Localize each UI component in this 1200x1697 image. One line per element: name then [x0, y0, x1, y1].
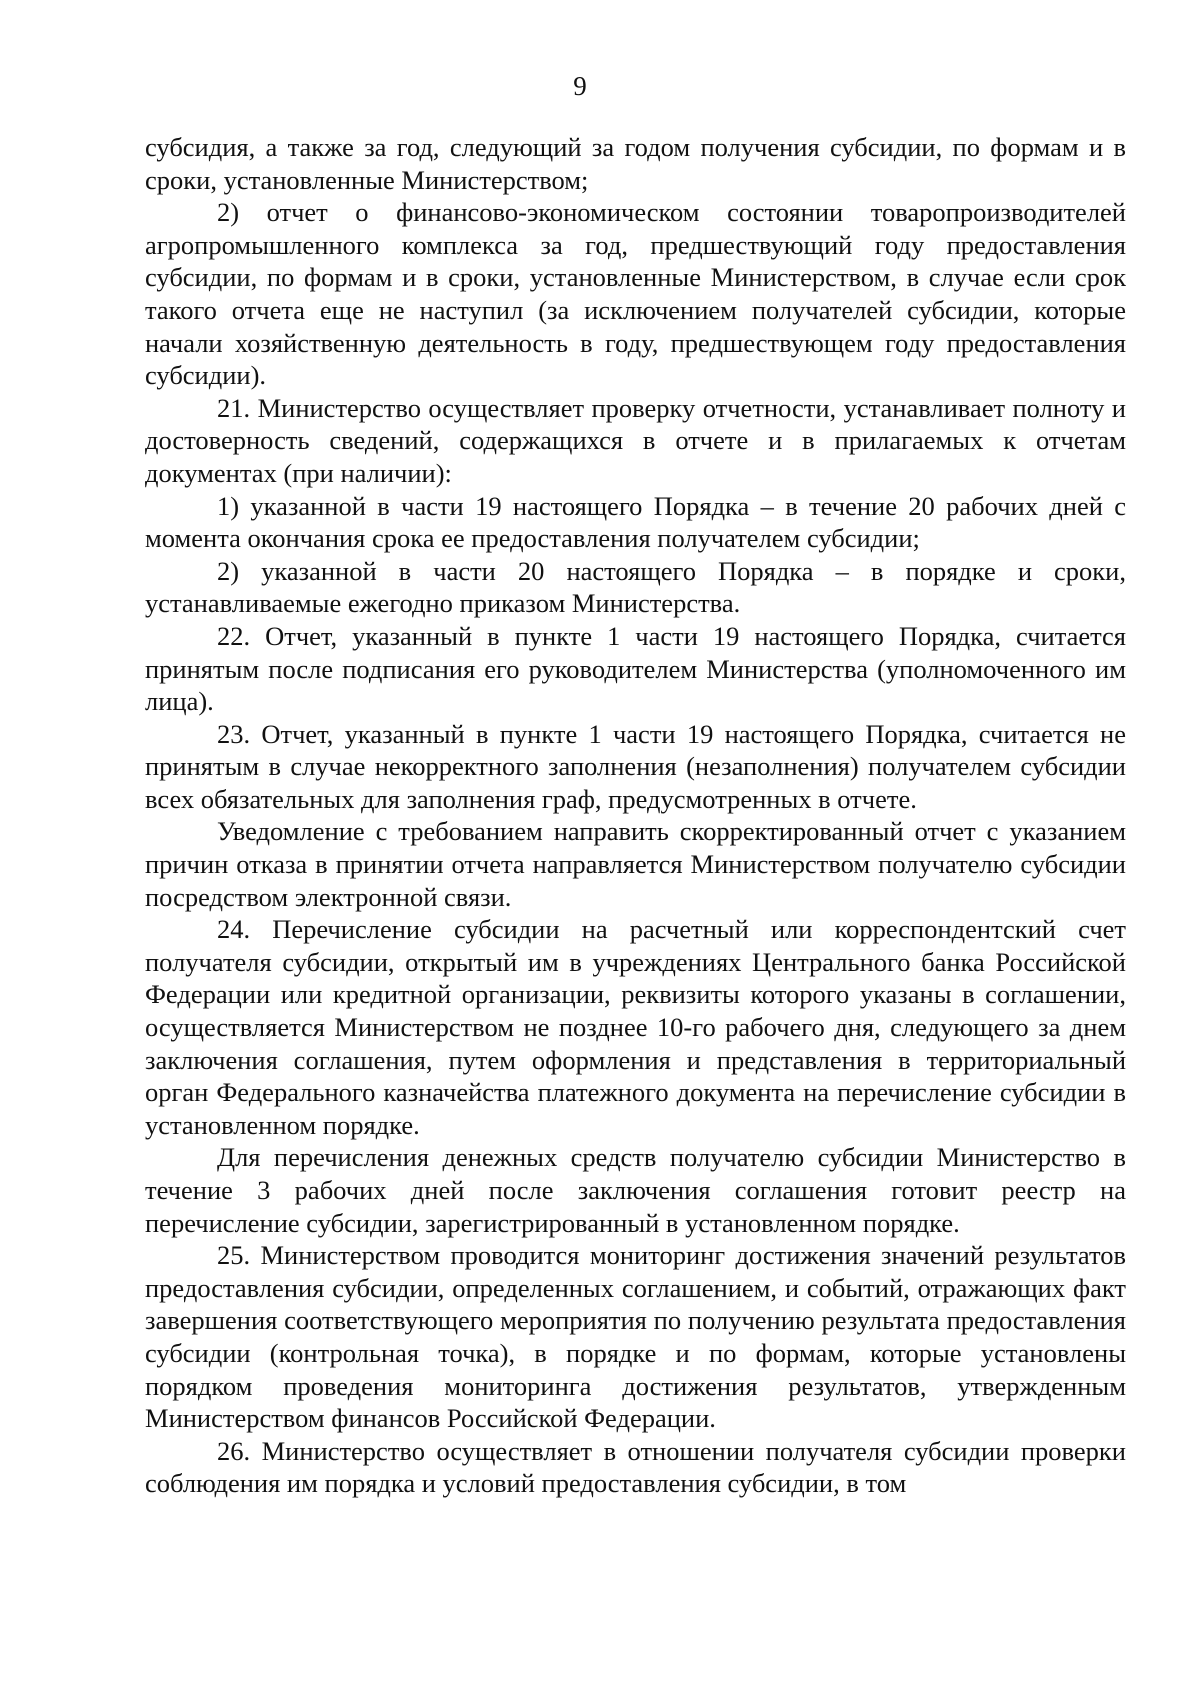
paragraph-clause-21-item-2: 2) указанной в части 20 настоящего Порядка – в порядке и сроки, устанавливаемые ежегодно приказом Министерства.: [145, 555, 1126, 619]
page-number: 9: [573, 71, 587, 101]
paragraph-clause-21-item-1: 1) указанной в части 19 настоящего Порядка – в течение 20 рабочих дней с момента окончания срока ее предоставления получателем субсидии;: [145, 490, 1126, 554]
paragraph-transfer-registry: Для перечисления денежных средств получателю субсидии Министерство в течение 3 рабочих дней после заключения соглашения готовит реестр на перечисление субсидии, зарегистрированный в установленном порядке.: [145, 1142, 1126, 1238]
paragraph-clause-26: 26. Министерство осуществляет в отношении получателя субсидии проверки соблюдения им порядка и условий предоставления субсидии, в том: [145, 1435, 1126, 1499]
paragraph-clause-21: 21. Министерство осуществляет проверку отчетности, устанавливает полноту и достоверность сведений, содержащихся в отчете и в прилагаемых к отчетам документах (при наличии):: [145, 392, 1126, 488]
document-body: [145, 131, 1126, 1500]
paragraph-item-2-report: 2) отчет о финансово-экономическом состоянии товаропроизводителей агропромышленного комплекса за год, предшествующий году предоставления субсидии, по формам и в сроки, установленные Министерством, в случае если срок такого отчета еще не наступил (за исключением получателей субсидии, которые начали хозяйственную деятельность в году, предшествующем году предоставления субсидии).: [145, 197, 1126, 391]
paragraph-clause-25: 25. Министерством проводится мониторинг достижения значений результатов предоставления субсидии, определенных соглашением, и событий, отражающих факт завершения соответствующего мероприятия по получению результата предоставления субсидии (контрольная точка), в порядке и по формам, которые установлены порядком проведения мониторинга достижения результатов, утвержденным Министерством финансов Российской Федерации.: [145, 1240, 1126, 1434]
paragraph-continuation: субсидия, а также за год, следующий за годом получения субсидии, по формам и в сроки, установленные Министерством;: [145, 132, 1126, 195]
paragraph-clause-22: 22. Отчет, указанный в пункте 1 части 19 настоящего Порядка, считается принятым после подписания его руководителем Министерства (уполномоченного им лица).: [145, 620, 1126, 717]
paragraph-clause-24: 24. Перечисление субсидии на расчетный или корреспондентский счет получателя субсидии, открытый им в учреждениях Центрального банка Российской Федерации или кредитной организации, реквизиты которого указаны в соглашении, осуществляется Министерством не позднее 10-го рабочего дня, следующего за днем заключения соглашения, путем оформления и представления в территориальный орган Федерального казначейства платежного документа на перечисление субсидии в установленном порядке.: [145, 914, 1126, 1140]
paragraph-notification: Уведомление с требованием направить скорректированный отчет с указанием причин отказа в принятии отчета направляется Министерством получателю субсидии посредством электронной связи.: [145, 816, 1126, 912]
paragraph-clause-23: 23. Отчет, указанный в пункте 1 части 19 настоящего Порядка, считается не принятым в случае некорректного заполнения (незаполнения) получателем субсидии всех обязательных для заполнения граф, предусмотренных в отчете.: [145, 718, 1126, 814]
